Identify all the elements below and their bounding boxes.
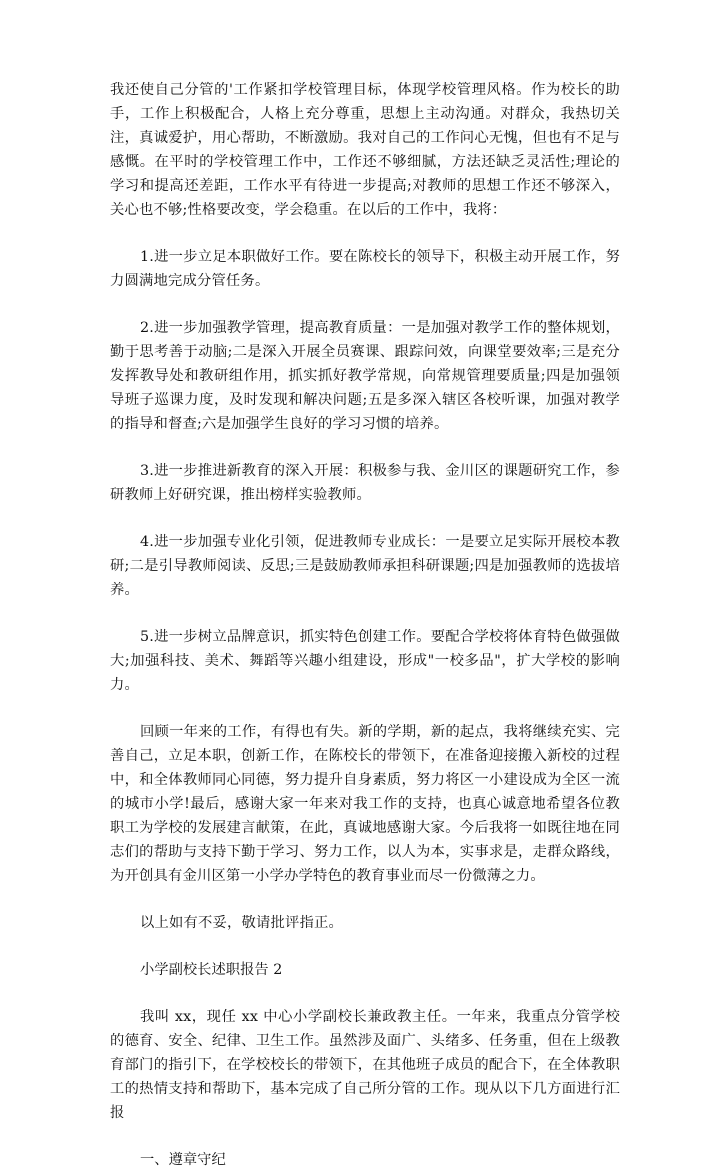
intro-paragraph: 我还使自己分管的'工作紧扣学校管理目标，体现学校管理风格。作为校长的助手，工作上积极配合，人格上充分尊重，思想上主动沟通。对群众，我热切关注，真诚爱护，用心帮助，不断激励。我对自己的工作问心无愧，但也有不足与感慨。在平时的学校管理工作中，工作还不够细腻，方法还缺乏灵活性;理论的学习和提高还差距，工作水平有待进一步提高;对教师的思想工作还不够深入，关心也不够;性格要改变，学会稳重。在以后的工作中，我将：: [110, 82, 620, 218]
item-paragraph-1: 1.进一步立足本职做好工作。要在陈校长的领导下，积极主动开展工作，努力圆满地完成分管任务。: [110, 249, 620, 289]
section-title: 小学副校长述职报告 2: [140, 962, 283, 978]
subheading: 一、遵章守纪: [140, 1152, 226, 1168]
review-paragraph: 回顾一年来的工作，有得也有失。新的学期，新的起点，我将继续充实、完善自己，立足本职，创新工作，在陈校长的带领下，在准备迎接搬入新校的过程中，和全体教师同心同德，努力提升自身素质，努力将区一小建设成为全区一流的城市小学!最后，感谢大家一年来对我工作的支持，也真心诚意地希望各位教职工为学校的发展建言献策，在此，真诚地感谢大家。今后我将一如既往地在同志们的帮助与支持下勤于学习、努力工作，以人为本，实事求是，走群众路线，为开创具有金川区第一小学办学特色的教育事业而尽一份微薄之力。: [110, 724, 620, 884]
item-paragraph-3: 3.进一步推进新教育的深入开展：积极参与我、金川区的课题研究工作，参研教师上好研究课，推出榜样实验教师。: [110, 463, 620, 503]
item-paragraph-2: 2.进一步加强教学管理，提高教育质量：一是加强对教学工作的整体规划，勤于思考善于动脑;二是深入开展全员赛课、跟踪问效，向课堂要效率;三是充分发挥教导处和教研组作用，抓实抓好教学常规，向常规管理要质量;四是加强领导班子巡课力度，及时发现和解决问题;五是多深入辖区各校听课，加强对教学的指导和督查;六是加强学生良好的学习习惯的培养。: [110, 320, 620, 432]
item-paragraph-5: 5.进一步树立品牌意识，抓实特色创建工作。要配合学校将体育特色做强做大;加强科技、美术、舞蹈等兴趣小组建设，形成"一校多品"，扩大学校的影响力。: [110, 629, 620, 693]
item-paragraph-4: 4.进一步加强专业化引领，促进教师专业成长：一是要立足实际开展校本教研;二是引导教师阅读、反思;三是鼓励教师承担科研课题;四是加强教师的选拔培养。: [110, 534, 620, 598]
section-paragraph: 我叫 xx，现任 xx 中心小学副校长兼政教主任。一年来，我重点分管学校的德育、安全、纪律、卫生工作。虽然涉及面广、头绪多、任务重，但在上级教育部门的指引下，在学校校长的带领下，在其他班子成员的配合下，在全体教职工的热情支持和帮助下，基本完成了自己所分管的工作。现从以下几方面进行汇报: [110, 1009, 620, 1121]
closing-paragraph: 以上如有不妥，敬请批评指正。: [140, 915, 343, 931]
